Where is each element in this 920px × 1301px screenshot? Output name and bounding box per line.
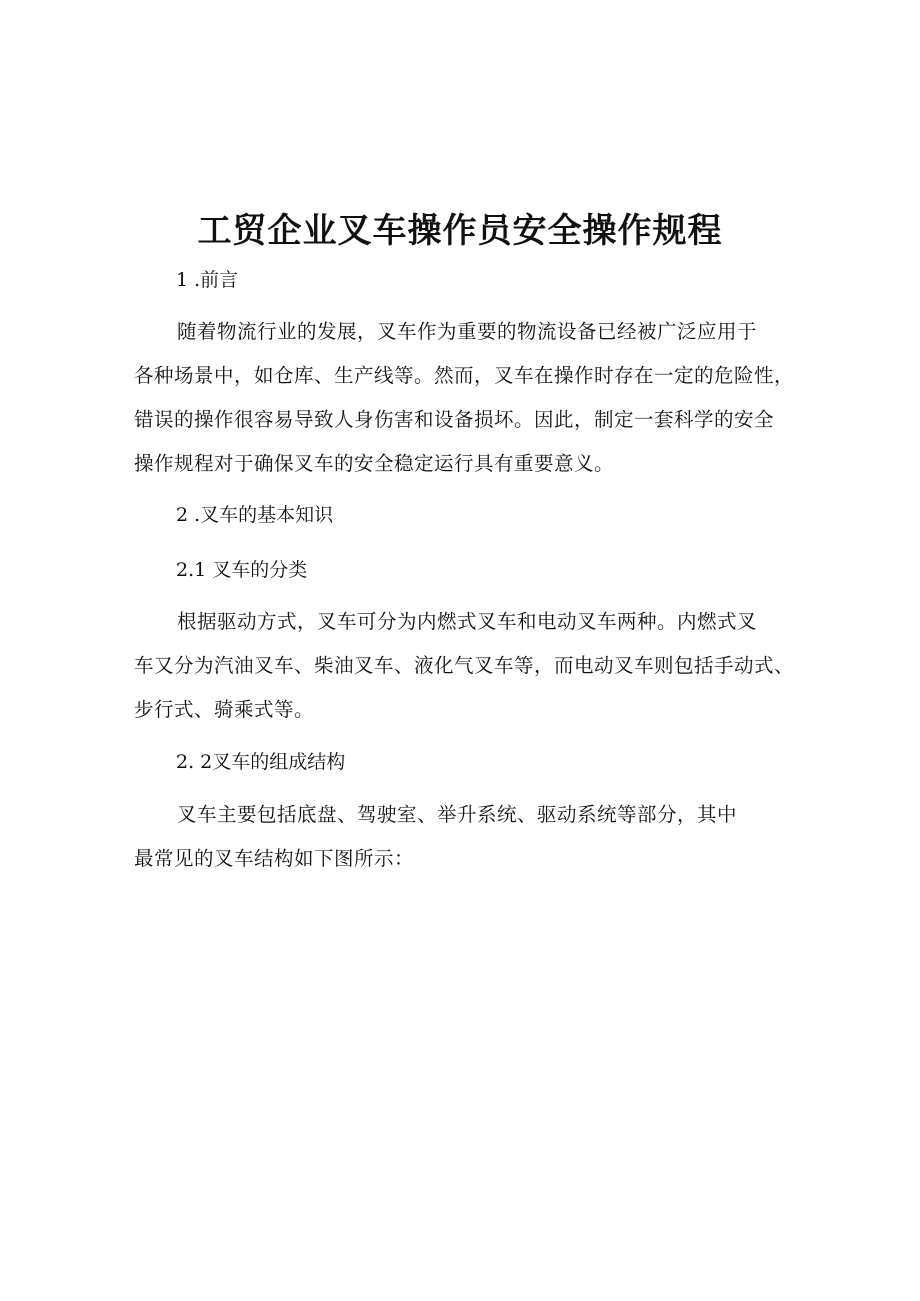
paragraph-line: 根据驱动方式，叉车可分为内燃式叉车和电动叉车两种。内燃式叉: [177, 610, 758, 633]
document-title: 工贸企业叉车操作员安全操作规程: [197, 211, 723, 251]
section-2-2-heading: 2. 2叉车的组成结构: [176, 751, 346, 773]
section-2-2-paragraph: [134, 793, 774, 881]
paragraph-line: 最常见的叉车结构如下图所示：: [134, 847, 415, 870]
section-2-heading: 2 .叉车的基本知识: [176, 504, 334, 526]
paragraph-line: 操作规程对于确保叉车的安全稳定运行具有重要意义。: [134, 452, 615, 475]
paragraph-line: 随着物流行业的发展，叉车作为重要的物流设备已经被广泛应用于: [177, 320, 758, 343]
section-1-paragraph: [134, 310, 795, 486]
section-2-1-heading: 2.1 叉车的分类: [176, 559, 308, 581]
section-2-1-paragraph: [134, 600, 795, 732]
section-1-heading: 1 .前言: [176, 269, 239, 291]
paragraph-line: 错误的操作很容易导致人身伤害和设备损坏。因此，制定一套科学的安全: [134, 408, 775, 431]
paragraph-line: 各种场景中，如仓库、生产线等。然而，叉车在操作时存在一定的危险性，: [134, 364, 795, 387]
paragraph-line: 步行式、骑乘式等。: [134, 698, 315, 721]
paragraph-line: 车又分为汽油叉车、柴油叉车、液化气叉车等，而电动叉车则包括手动式、: [134, 654, 795, 677]
paragraph-line: 叉车主要包括底盘、驾驶室、举升系统、驱动系统等部分，其中: [177, 803, 738, 826]
